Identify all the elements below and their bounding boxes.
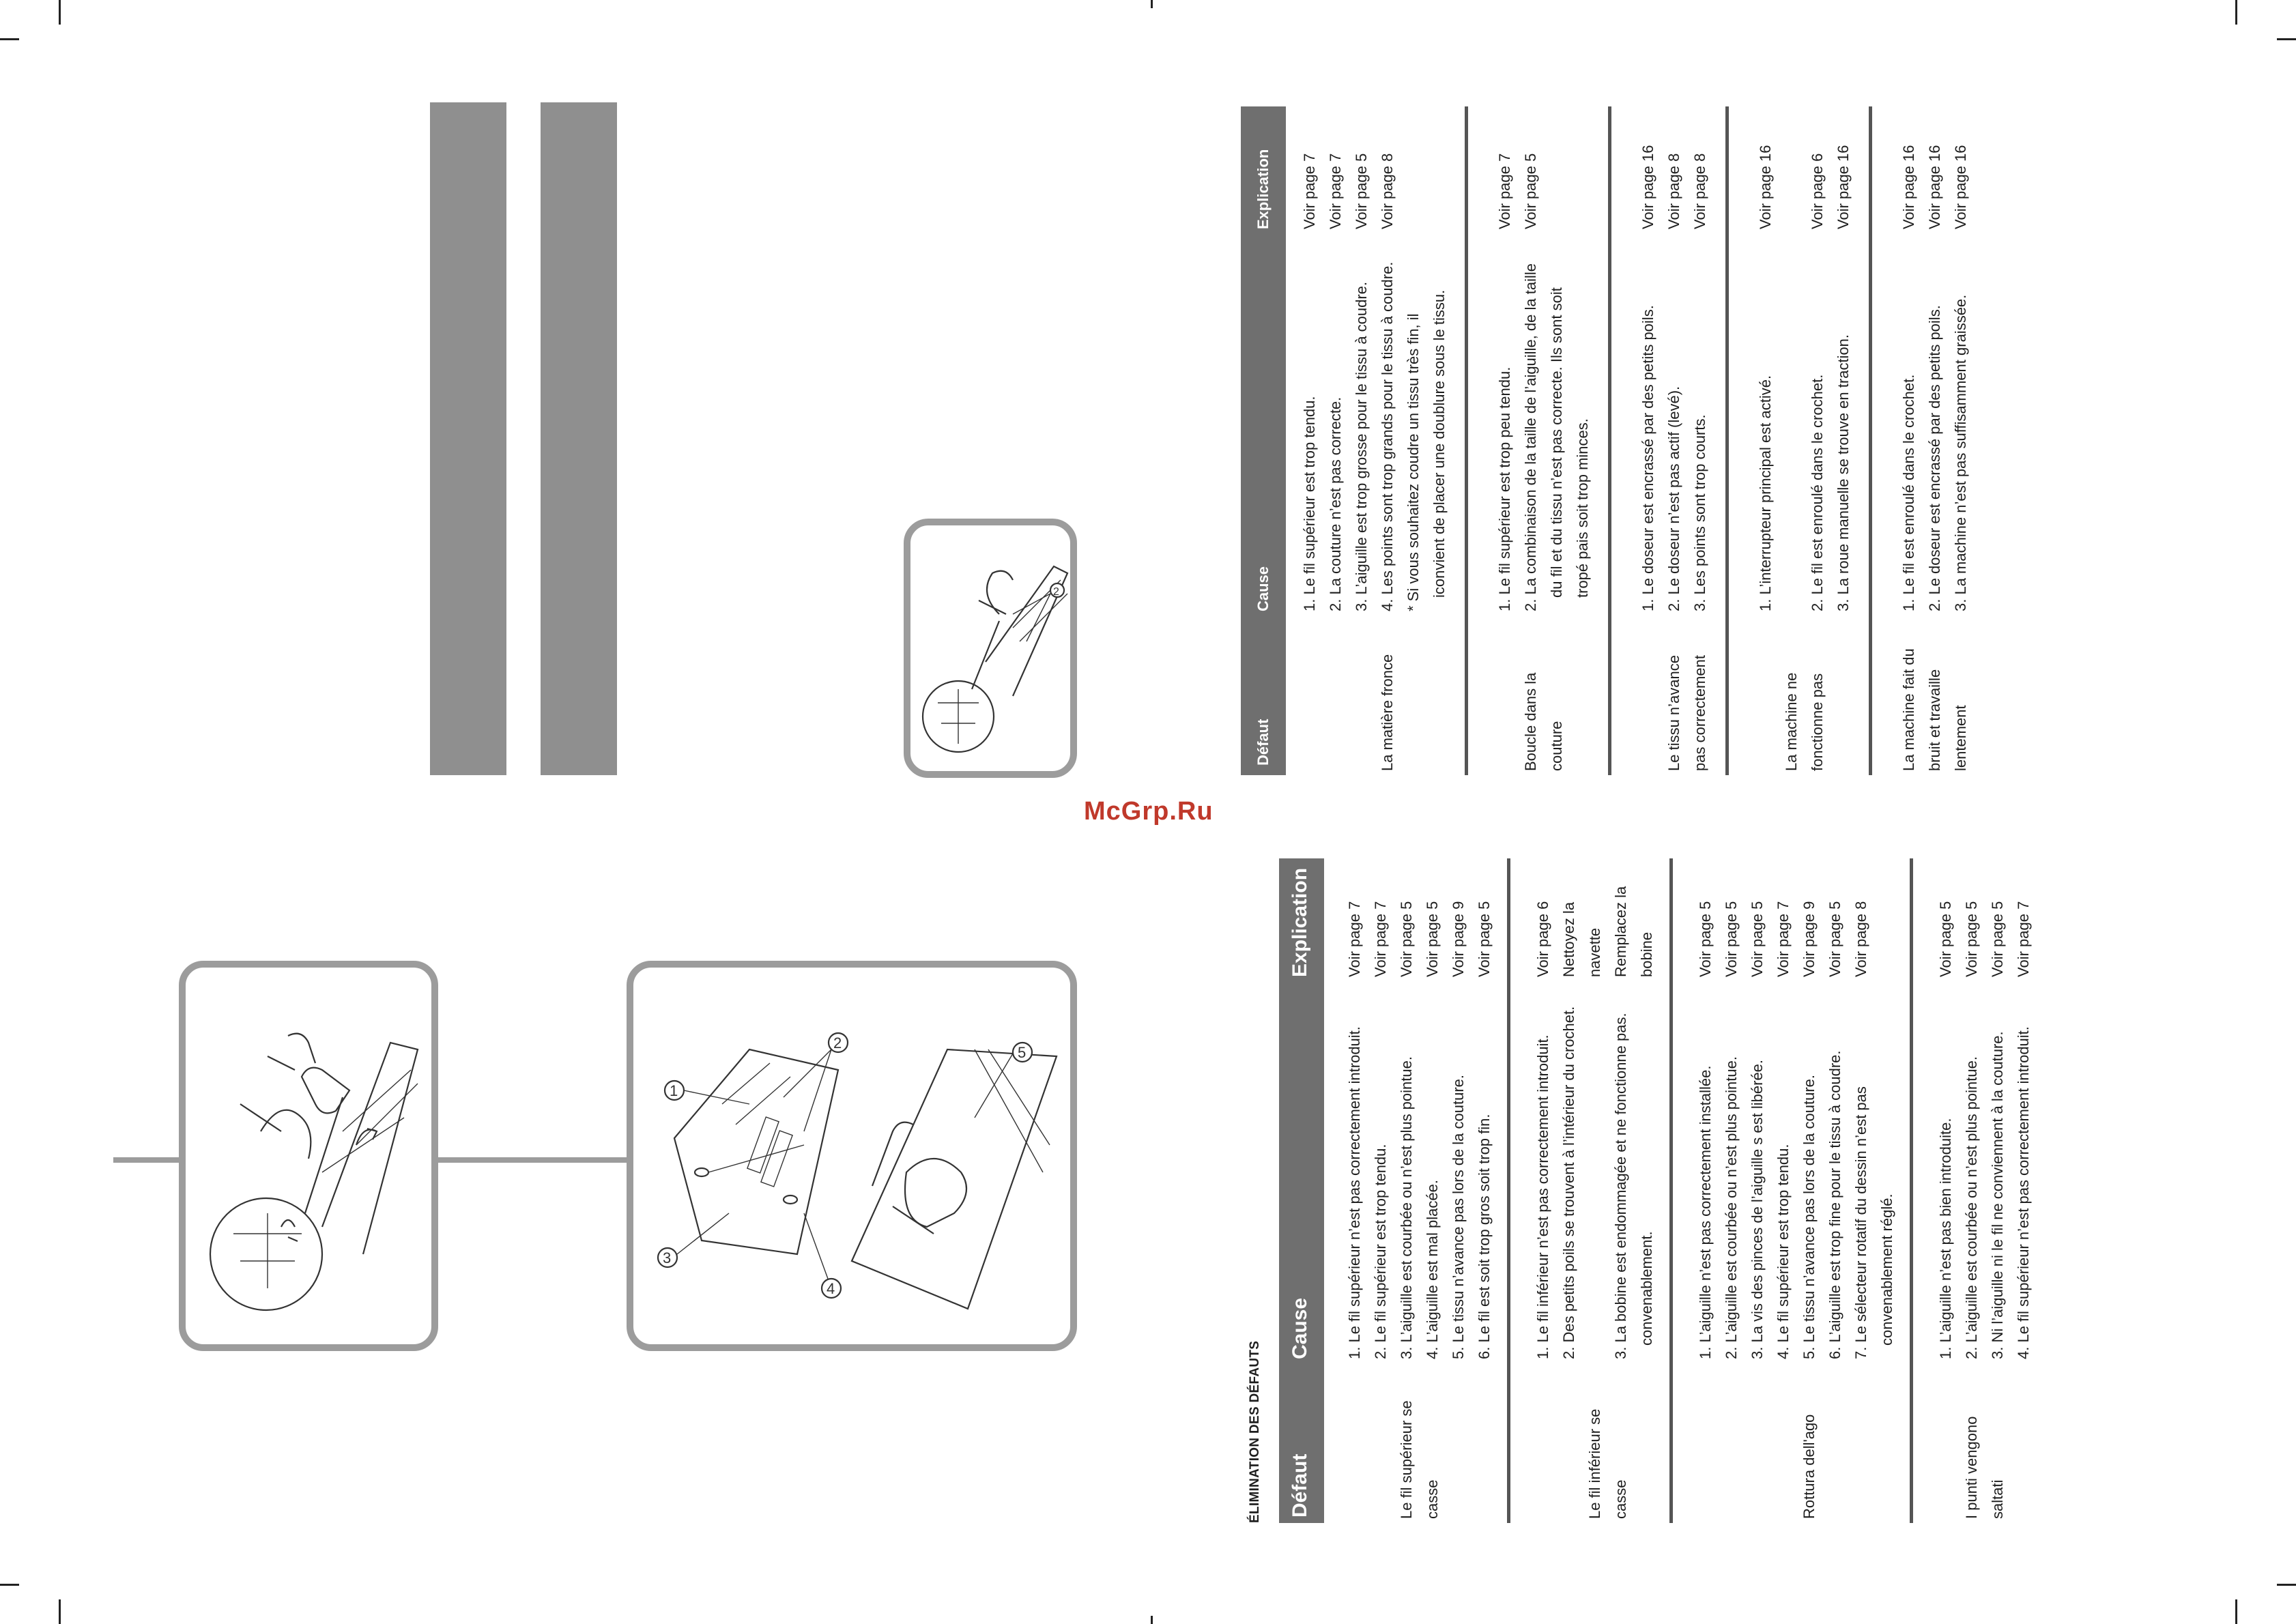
- cause-cell: [1375, 262, 1401, 611]
- explanation-text: Voir page 5: [1353, 153, 1370, 229]
- cause-text: 4. Les points sont trop grands pour le tissu à coudre.: [1379, 261, 1396, 611]
- explanation-text: Voir page 7: [1775, 901, 1792, 977]
- explanation-text: Voir page 8: [1691, 153, 1708, 229]
- explanation-text: Voir page 6: [1534, 901, 1551, 977]
- cause-text: 6. Le fil est soit trop gros soit trop fin.: [1476, 1114, 1493, 1359]
- crop-mark-br-h: [2277, 1584, 2296, 1586]
- defect-cell: [1518, 628, 1570, 771]
- explanation-text: Voir page 7: [1372, 901, 1389, 977]
- cause-text: 1. L’aiguille n’est pas correctement installée.: [1697, 1065, 1714, 1359]
- explanation-text: Voir page 16: [1639, 145, 1656, 229]
- defect-text: La machine fait du: [1900, 648, 1917, 771]
- table-row: [1635, 106, 1720, 775]
- explanation-cell: [1394, 901, 1420, 977]
- callout-5: 5: [1018, 1044, 1027, 1061]
- defect-text: lentement: [1952, 705, 1969, 771]
- defect-cell: [1896, 628, 1974, 771]
- explanation-cell: [1848, 901, 1874, 977]
- defect-cell: [1375, 628, 1401, 771]
- needle-threading-illustration: [186, 968, 431, 1344]
- explanation-text: Voir page 6: [1809, 153, 1826, 229]
- row-separator: [1910, 858, 1913, 1523]
- explanation-text: Voir page 7: [2015, 901, 2032, 977]
- cause-text: 4. L’aiguille est mal placée.: [1424, 1180, 1441, 1359]
- explanation-text: Voir page 8: [1852, 901, 1869, 977]
- explanation-cell: [1518, 154, 1544, 229]
- defect-text: Le tissu n’avance: [1665, 655, 1682, 771]
- explanation-text: Voir page 16: [1900, 145, 1917, 229]
- explanation-cell: [1896, 145, 1922, 229]
- defect-cell: [1582, 1376, 1634, 1519]
- explanation-text: Remplacez la: [1612, 886, 1629, 977]
- cause-text: 6. L’aiguille est trop fine pour le tissu à coudre.: [1826, 1050, 1843, 1359]
- defect-text: fonctionne pas: [1809, 673, 1826, 771]
- section-title: ÉLIMINATION DES DÉFAUTS: [1248, 1340, 1262, 1523]
- explanation-text: Voir page 7: [1346, 901, 1363, 977]
- explanation-text: Voir page 5: [1476, 901, 1493, 977]
- cause-text: 3. La vis des pinces de l’aiguille s est libérée.: [1749, 1059, 1766, 1359]
- callout-1: 1: [670, 1082, 678, 1099]
- cause-text: 2. Des petits poils se trouvent à l’intérieur du crochet.: [1560, 1006, 1577, 1359]
- cause-text: iconvient de placer une doublure sous le tissu.: [1431, 289, 1448, 598]
- troubleshooting-table-right: [1241, 106, 2252, 775]
- explanation-cell: [1556, 902, 1608, 977]
- explanation-cell: [1933, 901, 1959, 977]
- header-defect: Défaut: [1289, 1453, 1311, 1518]
- cause-cell: [1719, 1056, 1745, 1359]
- defect-text: bruit et travaille: [1926, 669, 1943, 771]
- explanation-cell: [1693, 901, 1719, 977]
- callout-3: 3: [663, 1249, 672, 1266]
- defect-text: Le fil supérieur se: [1398, 1400, 1415, 1519]
- explanation-cell: [2011, 901, 2037, 977]
- callout-4: 4: [827, 1280, 835, 1297]
- cause-cell: [1420, 1180, 1446, 1359]
- explanation-text: Voir page 5: [1989, 901, 2006, 977]
- defect-text: saltati: [1989, 1479, 2006, 1519]
- table-row: [1896, 106, 1981, 775]
- crop-mark-tl-v: [59, 0, 61, 25]
- cause-text: 7. Le sélecteur rotatif du dessin n’est pas: [1852, 1086, 1869, 1359]
- header-cause: Cause: [1289, 1297, 1311, 1359]
- cause-cell: [1687, 414, 1713, 611]
- explanation-text: bobine: [1638, 931, 1655, 977]
- cause-cell: [1446, 1075, 1472, 1359]
- explanation-cell: [1530, 901, 1556, 977]
- explanation-cell: [1349, 154, 1375, 229]
- cause-cell: [1805, 375, 1831, 611]
- defect-text: Le fil inférieur se: [1586, 1408, 1603, 1519]
- explanation-cell: [1922, 145, 1948, 229]
- cause-cell: [1661, 386, 1687, 611]
- cause-cell: [1401, 290, 1452, 611]
- cause-cell: [1342, 1026, 1368, 1359]
- cause-text: du fil et du tissu n’est pas correcte. Ils sont soit: [1548, 287, 1565, 598]
- cause-text: 1. Le fil supérieur est trop tendu.: [1301, 396, 1318, 611]
- explanation-cell: [1796, 901, 1822, 977]
- row-separator: [1608, 106, 1611, 775]
- cause-cell: [1297, 396, 1323, 611]
- cause-cell: [1492, 367, 1518, 611]
- explanation-cell: [1368, 901, 1394, 977]
- cause-cell: [1368, 1144, 1394, 1359]
- cause-text: 1. Le fil supérieur n’est pas correctement introduit.: [1346, 1026, 1363, 1359]
- cause-cell: [1985, 1031, 2011, 1359]
- defect-text: couture: [1548, 721, 1565, 771]
- defect-cell: [1796, 1376, 1822, 1519]
- cause-cell: [1959, 1056, 1985, 1359]
- explanation-text: Voir page 5: [1749, 901, 1766, 977]
- cause-cell: [1831, 334, 1856, 611]
- cause-text: 3. La machine n’est pas suffisamment graissée.: [1952, 294, 1969, 611]
- cause-cell: [1745, 1060, 1770, 1359]
- row-separator: [1465, 106, 1468, 775]
- cause-text: 3. L’aiguille est courbée ou n’est plus pointue.: [1398, 1056, 1415, 1359]
- cause-text: 5. Le tissu n’avance pas lors de la couture.: [1800, 1074, 1818, 1359]
- table-row: [1492, 106, 1603, 775]
- cause-text: 1. L’aiguille n’est pas bien introduite.: [1937, 1118, 1954, 1359]
- illustration-needle-frame: [179, 961, 438, 1351]
- cause-cell: [1556, 1006, 1582, 1359]
- cause-cell: [1349, 282, 1375, 611]
- cause-text: 3. Ni l’aiguille ni le fil ne conviennent à la couture.: [1989, 1031, 2006, 1359]
- cause-text: 2. L’aiguille est courbée ou n’est plus pointue.: [1963, 1056, 1980, 1359]
- header-defect-right: Défaut: [1254, 719, 1272, 766]
- explanation-cell: [1635, 145, 1661, 229]
- explanation-cell: [1719, 901, 1745, 977]
- explanation-text: Voir page 16: [1926, 145, 1943, 229]
- cause-text: 5. Le tissu n’avance pas lors de la couture.: [1450, 1074, 1467, 1359]
- explanation-cell: [1323, 154, 1349, 229]
- explanation-text: Voir page 8: [1379, 153, 1396, 229]
- cause-cell: [1635, 305, 1661, 611]
- explanation-text: Voir page 7: [1301, 153, 1318, 229]
- explanation-text: Voir page 9: [1450, 901, 1467, 977]
- cause-text: convenablement.: [1638, 1231, 1655, 1346]
- explanation-cell: [1297, 154, 1323, 229]
- cause-text: 1. Le fil supérieur est trop peu tendu.: [1496, 366, 1513, 611]
- table-row: [1297, 106, 1459, 775]
- explanation-cell: [1472, 901, 1497, 977]
- crop-mark-bottom-center: [1151, 1616, 1153, 1624]
- explanation-cell: [1446, 901, 1472, 977]
- table-header-right: [1241, 106, 1286, 775]
- cause-cell: [1608, 1013, 1660, 1359]
- cause-text: 3. La bobine est endommagée et ne fonctionne pas.: [1612, 1013, 1629, 1359]
- defect-text: La machine ne: [1783, 672, 1800, 771]
- cause-cell: [1896, 375, 1922, 611]
- explanation-cell: [1948, 145, 1974, 229]
- defect-text: casse: [1612, 1479, 1629, 1519]
- cause-text: 4. Le fil supérieur est trop tendu.: [1775, 1144, 1792, 1359]
- watermark: McGrp.Ru: [1084, 797, 1214, 826]
- table-row: [1342, 858, 1502, 1523]
- row-separator: [1507, 858, 1510, 1523]
- cause-text: 2. Le doseur n’est pas actif (levé).: [1665, 386, 1682, 611]
- explanation-cell: [1745, 901, 1770, 977]
- cause-text: 2. La couture n’est pas correcte.: [1327, 396, 1344, 611]
- defect-cell: [1661, 628, 1713, 771]
- explanation-text: Voir page 5: [1723, 901, 1740, 977]
- defect-cell: [1959, 1376, 2011, 1519]
- grey-bar-1: [430, 102, 506, 775]
- explanation-text: Voir page 16: [1757, 145, 1774, 229]
- cause-cell: [1822, 1051, 1848, 1360]
- explanation-text: Voir page 5: [1937, 901, 1954, 977]
- header-explanation-right: Explication: [1254, 149, 1272, 229]
- explanation-text: Nettoyez la: [1560, 901, 1577, 977]
- cause-cell: [2011, 1026, 2037, 1359]
- explanation-text: Voir page 8: [1665, 153, 1682, 229]
- needle-plate-illustration: [633, 968, 1070, 1344]
- cause-text: convenablement réglé.: [1878, 1193, 1895, 1346]
- cause-text: 2. Le fil supérieur est trop tendu.: [1372, 1144, 1389, 1359]
- cause-cell: [1933, 1118, 1959, 1359]
- cause-text: 3. L’aiguille est trop grosse pour le tissu à coudre.: [1353, 281, 1370, 611]
- explanation-text: Voir page 5: [1398, 901, 1415, 977]
- cause-cell: [1323, 397, 1349, 611]
- crop-mark-tl-h: [0, 38, 19, 40]
- crop-mark-bl-h: [0, 1584, 19, 1586]
- crop-mark-tr-h: [2277, 38, 2296, 40]
- cause-cell: [1394, 1056, 1420, 1359]
- explanation-cell: [1753, 145, 1779, 229]
- defect-text: I punti vengono: [1963, 1416, 1980, 1519]
- explanation-cell: [1661, 154, 1687, 229]
- explanation-text: Voir page 5: [1826, 901, 1843, 977]
- cause-cell: [1753, 375, 1779, 611]
- table-row: [1933, 858, 2041, 1523]
- defect-text: Rottura dell'ago: [1800, 1414, 1818, 1519]
- cause-text: 4. Le fil supérieur n’est pas correctement introduit.: [2015, 1026, 2032, 1359]
- cause-cell: [1922, 305, 1948, 611]
- explanation-text: Voir page 5: [1697, 901, 1714, 977]
- illustration-thread-guide-frame: [904, 519, 1077, 778]
- thread-guide-illustration: [910, 525, 1070, 771]
- cause-text: * Si vous souhaitez coudre un tissu très fin, il: [1405, 313, 1422, 611]
- table-header-left: [1279, 858, 1324, 1523]
- explanation-cell: [1420, 901, 1446, 977]
- cause-text: 2. L’aiguille est courbée ou n’est plus pointue.: [1723, 1056, 1740, 1359]
- cause-cell: [1518, 263, 1596, 611]
- defect-text: La matière fronce: [1379, 654, 1396, 771]
- explanation-text: Voir page 5: [1522, 153, 1539, 229]
- header-explanation: Explication: [1289, 867, 1311, 977]
- illustration-needle-plate-frame: [627, 961, 1077, 1351]
- cause-text: 1. Le fil est enroulé dans le crochet.: [1900, 374, 1917, 611]
- cause-text: 1. Le fil inférieur n’est pas correctement introduit.: [1534, 1034, 1551, 1359]
- callout-2: 2: [833, 1034, 842, 1052]
- cause-text: 3. La roue manuelle se trouve en traction.: [1835, 334, 1852, 611]
- crop-mark-tr-v: [2235, 0, 2237, 25]
- grey-bar-2: [541, 102, 617, 775]
- row-separator: [1725, 106, 1729, 775]
- explanation-cell: [1805, 154, 1831, 229]
- cause-cell: [1530, 1034, 1556, 1359]
- cause-cell: [1948, 295, 1974, 611]
- callout-2b: 2: [1053, 586, 1059, 598]
- crop-mark-top-center: [1151, 0, 1153, 8]
- cause-cell: [1693, 1066, 1719, 1359]
- explanation-cell: [1608, 886, 1660, 977]
- explanation-text: navette: [1586, 927, 1603, 977]
- header-cause-right: Cause: [1254, 566, 1272, 611]
- defect-text: casse: [1424, 1479, 1441, 1519]
- defect-cell: [1779, 628, 1831, 771]
- explanation-cell: [1492, 154, 1518, 229]
- explanation-text: Voir page 16: [1952, 145, 1969, 229]
- explanation-text: Voir page 7: [1496, 153, 1513, 229]
- explanation-cell: [1770, 901, 1796, 977]
- cause-cell: [1770, 1144, 1796, 1359]
- cause-text: 2. La combinaison de la taille de l’aiguille, de la taille: [1522, 263, 1539, 611]
- cause-cell: [1848, 1086, 1900, 1359]
- troubleshooting-table-left: [1241, 858, 2252, 1523]
- cause-text: 1. L’interrupteur principal est activé.: [1757, 375, 1774, 611]
- explanation-cell: [1342, 901, 1368, 977]
- explanation-text: Voir page 5: [1424, 901, 1441, 977]
- explanation-text: Voir page 9: [1800, 901, 1818, 977]
- table-row: [1693, 858, 1904, 1523]
- explanation-text: Voir page 16: [1835, 145, 1852, 229]
- explanation-text: Voir page 7: [1327, 153, 1344, 229]
- explanation-cell: [1375, 154, 1401, 229]
- cause-text: 3. Les points sont trop courts.: [1691, 414, 1708, 611]
- explanation-cell: [1687, 154, 1713, 229]
- cause-cell: [1796, 1075, 1822, 1359]
- crop-mark-br-v: [2235, 1599, 2237, 1624]
- defect-text: Boucle dans la: [1522, 672, 1539, 771]
- cause-text: 2. Le doseur est encrassé par des petits poils.: [1926, 305, 1943, 611]
- explanation-cell: [1985, 901, 2011, 977]
- cause-text: tropé pais soit trop minces.: [1574, 418, 1591, 598]
- explanation-cell: [1822, 901, 1848, 977]
- crop-mark-bl-v: [59, 1599, 61, 1624]
- explanation-text: Voir page 5: [1963, 901, 1980, 977]
- cause-text: 1. Le doseur est encrassé par des petits poils.: [1639, 305, 1656, 611]
- row-separator: [1669, 858, 1673, 1523]
- row-separator: [1869, 106, 1872, 775]
- table-row: [1753, 106, 1863, 775]
- explanation-cell: [1831, 145, 1856, 229]
- cause-text: 2. Le fil est enroulé dans le crochet.: [1809, 374, 1826, 611]
- table-row: [1530, 858, 1664, 1523]
- explanation-cell: [1959, 901, 1985, 977]
- defect-cell: [1394, 1376, 1446, 1519]
- cause-cell: [1472, 1114, 1497, 1360]
- defect-text: pas correctement: [1691, 655, 1708, 771]
